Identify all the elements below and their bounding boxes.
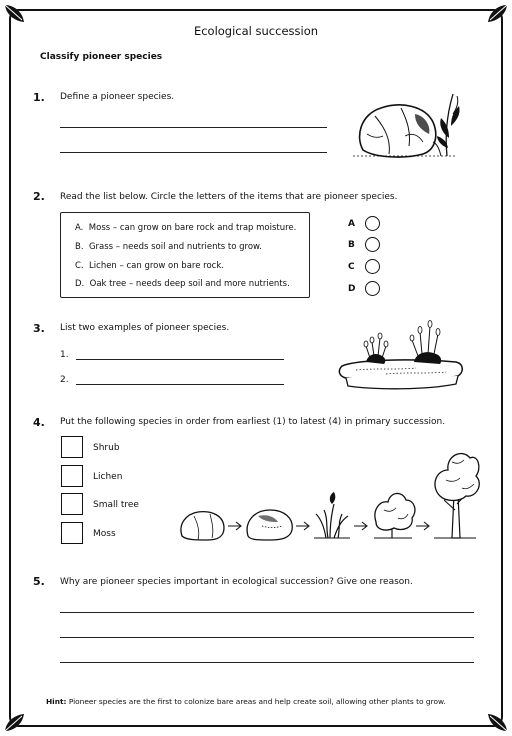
answer-circle-b[interactable] [365,237,380,252]
order-box-lichen[interactable] [61,465,83,487]
answer-line[interactable] [60,637,474,638]
leaf-corner-icon [2,704,32,734]
answer-line[interactable] [60,127,327,128]
option-letter: C. [75,261,84,271]
option-letter: B. [75,242,84,252]
section-title: Classify pioneer species [40,52,163,62]
circle-letter-c: C [348,262,355,272]
blank-label-2: 2. [60,375,69,385]
option-text: Lichen – can grow on bare rock. [89,261,224,271]
circle-letter-d: D [348,284,356,294]
question-4-text: Put the following species in order from earliest (1) to latest (4) in primary succession. [60,417,446,427]
answer-circle-a[interactable] [365,216,380,231]
options-box [60,212,310,298]
question-5-text: Why are pioneer species important in ecological succession? Give one reason. [60,577,413,587]
rock-illustration [345,86,470,166]
circle-letter-b: B [348,240,355,250]
question-1-number: 1. [33,91,45,104]
order-label-small-tree: Small tree [93,500,139,510]
answer-line[interactable] [76,359,284,360]
option-c [75,261,224,271]
option-d [75,279,290,289]
option-letter: D. [75,279,85,289]
leaf-corner-icon [480,704,510,734]
mossy-rock-slab-illustration [336,320,471,392]
option-letter: A. [75,223,84,233]
option-text: Grass – needs soil and nutrients to grow. [88,242,262,252]
option-text: Moss – can grow on bare rock and trap moisture. [88,223,297,233]
order-box-moss[interactable] [61,522,83,544]
option-a [75,223,296,233]
hint-body: Pioneer species are the first to colonize bare areas and help create soil, allowing other plants to grow. [66,697,446,706]
page-title: Ecological succession [193,24,319,38]
answer-line[interactable] [60,152,327,153]
hint-text [46,697,446,706]
answer-circle-d[interactable] [365,281,380,296]
answer-line[interactable] [60,662,474,663]
question-2-number: 2. [33,190,45,203]
question-1-text: Define a pioneer species. [60,92,175,102]
circle-letter-a: A [348,219,355,229]
succession-sequence-illustration [178,430,478,550]
hint-label: Hint: [46,697,67,706]
order-box-small-tree[interactable] [61,493,83,515]
question-3-text: List two examples of pioneer species. [60,323,230,333]
option-b [75,242,262,252]
order-label-shrub: Shrub [93,443,120,453]
option-text: Oak tree – needs deep soil and more nutrients. [89,279,290,289]
order-label-moss: Moss [93,529,116,539]
blank-label-1: 1. [60,350,69,360]
answer-circle-c[interactable] [365,259,380,274]
question-3-number: 3. [33,322,45,335]
answer-line[interactable] [76,384,284,385]
question-2-text: Read the list below. Circle the letters of the items that are pioneer species. [60,192,398,202]
order-box-shrub[interactable] [61,436,83,458]
question-4-number: 4. [33,416,45,429]
order-label-lichen: Lichen [93,472,123,482]
answer-line[interactable] [60,612,474,613]
question-5-number: 5. [33,575,45,588]
